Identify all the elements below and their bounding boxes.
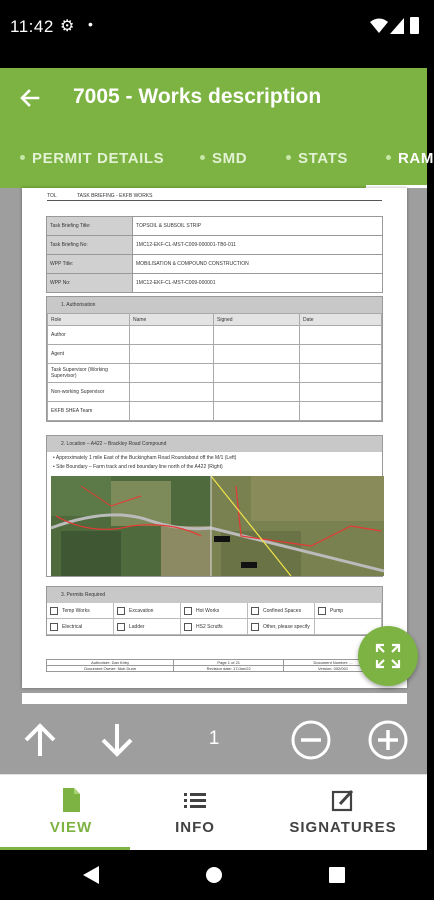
table-cell: Non-working Supervisor: [48, 383, 130, 402]
dot-icon: •: [88, 16, 93, 32]
tab-bar: [0, 128, 434, 188]
page-title: 7005 - Works description: [73, 85, 322, 108]
table-header-row: [48, 314, 382, 326]
checkbox-icon: [50, 623, 58, 631]
table-row: [47, 217, 383, 236]
nav-label: INFO: [175, 819, 215, 836]
status-bar: [0, 0, 427, 68]
zoom-in-icon[interactable]: [368, 720, 408, 760]
tab-bullet-icon: [386, 155, 391, 160]
back-arrow-icon[interactable]: [16, 84, 44, 112]
table-cell: Version: 002/001: [284, 666, 383, 672]
section-heading: 3. Permits Required: [47, 587, 382, 603]
recents-square-icon[interactable]: [329, 865, 345, 885]
document-icon: [61, 787, 81, 813]
authorisation-section: [46, 296, 383, 422]
table-cell: TOPSOIL & SUBSOIL STRIP: [133, 217, 383, 236]
checkbox-icon: [50, 607, 58, 615]
permit-checkbox: Electrical: [47, 619, 114, 635]
tab-permit-details[interactable]: [20, 150, 164, 167]
system-navigation-bar: [0, 850, 427, 900]
tab-bullet-icon: [200, 155, 205, 160]
permit-checkbox: Other, please specify: [248, 619, 315, 635]
permit-checkbox: Excavation: [114, 603, 181, 619]
table-cell: Agent: [48, 345, 130, 364]
table-cell: WPP No:: [47, 274, 133, 293]
task-briefing-table: [46, 216, 383, 293]
aerial-map-image: [51, 476, 384, 576]
table-cell: Page 1 of 21: [174, 660, 284, 666]
nav-view[interactable]: [0, 787, 142, 837]
table-row: [48, 326, 382, 345]
table-row: [47, 666, 383, 672]
doc-header-left: TOL: [47, 193, 57, 199]
doc-header-line: [47, 193, 382, 201]
permit-checkbox: Confined Spaces: [248, 603, 315, 619]
app-bar: [0, 68, 427, 128]
column-header: Date: [300, 314, 382, 326]
permit-checkbox: Pump: [315, 603, 382, 619]
authorisation-table: [47, 313, 382, 421]
tab-label: SMD: [212, 150, 248, 167]
permits-grid: [47, 603, 382, 635]
tab-label: PERMIT DETAILS: [32, 150, 165, 167]
table-row: [47, 236, 383, 255]
document-footer-table: [46, 659, 383, 672]
tab-label: STATS: [298, 150, 348, 167]
list-item: • Site Boundary – Farm track and red boundary line north of the A422 (Right): [53, 464, 223, 470]
checkbox-icon: [184, 607, 192, 615]
table-cell: 1MC12-EKF-CL-MST-C009-000001-TB0-011: [133, 236, 383, 255]
table-cell: MOBILISATION & COMPOUND CONSTRUCTION: [133, 255, 383, 274]
table-cell: Task Briefing Title:: [47, 217, 133, 236]
wifi-icon: [370, 18, 388, 34]
arrow-up-icon[interactable]: [20, 720, 60, 760]
permit-checkbox: Hot Works: [181, 603, 248, 619]
table-cell: Document Owner: Nick Dunn: [47, 666, 174, 672]
zoom-out-icon[interactable]: [291, 720, 331, 760]
nav-signatures[interactable]: [272, 787, 414, 837]
tab-label: RAM: [398, 150, 434, 167]
table-cell: Document Number: ...: [284, 660, 383, 666]
permit-checkbox: Ladder: [114, 619, 181, 635]
home-circle-icon[interactable]: [205, 865, 223, 885]
table-cell: Authoriser: Dan Kirby: [47, 660, 174, 666]
table-row: [48, 383, 382, 402]
table-row: [47, 274, 383, 293]
table-cell: 1MC12-EKF-CL-MST-C009-000001: [133, 274, 383, 293]
table-cell: WPP Title:: [47, 255, 133, 274]
doc-header-right: TASK BRIEFING - EKFB WORKS: [77, 193, 153, 199]
checkbox-icon: [318, 607, 326, 615]
location-bullets: [47, 452, 382, 474]
section-heading: 2. Location – A422 – Brackley Road Compound: [47, 436, 382, 452]
checkbox-icon: [117, 623, 125, 631]
tab-bullet-icon: [286, 155, 291, 160]
page-number: 1: [208, 728, 220, 749]
nav-label: SIGNATURES: [289, 819, 397, 836]
checkbox-icon: [117, 607, 125, 615]
checkbox-icon: [184, 623, 192, 631]
signal-icon: [390, 18, 404, 34]
document-viewer[interactable]: [0, 188, 427, 774]
column-header: Name: [130, 314, 214, 326]
checkbox-icon: [251, 623, 259, 631]
edit-icon: [331, 787, 355, 813]
list-item: • Approximately 1 mile East of the Buckingham Road Roundabout off the M/1 (Left): [53, 455, 237, 461]
location-section: [46, 435, 383, 577]
table-cell: EKFB SHEA Team: [48, 402, 130, 421]
section-heading: 1. Authorisation: [47, 297, 382, 313]
tab-bullet-icon: [20, 155, 25, 160]
fullscreen-icon: [375, 643, 401, 669]
table-cell: Author: [48, 326, 130, 345]
viewer-controls: [0, 704, 427, 774]
bottom-navigation: [0, 774, 427, 850]
nav-info[interactable]: [124, 787, 266, 837]
arrow-down-icon[interactable]: [97, 720, 137, 760]
column-header: Signed: [214, 314, 300, 326]
gear-icon: ⚙: [60, 18, 75, 35]
permits-section: [46, 586, 383, 636]
tab-smd[interactable]: [200, 150, 247, 167]
table-row: [48, 345, 382, 364]
table-row: [48, 364, 382, 383]
table-cell: Revision date: 17/Jan/22: [174, 666, 284, 672]
table-row: [47, 255, 383, 274]
back-triangle-icon[interactable]: [82, 865, 100, 885]
checkbox-icon: [251, 607, 259, 615]
table-cell: Task Supervisor (Working Supervisor): [48, 364, 130, 383]
nav-label: VIEW: [49, 819, 93, 836]
column-header: Role: [48, 314, 130, 326]
document-page: [22, 188, 407, 688]
table-cell: Task Briefing No:: [47, 236, 133, 255]
tab-stats[interactable]: [286, 150, 348, 167]
table-row: [48, 402, 382, 421]
battery-icon: [410, 17, 419, 34]
list-icon: [183, 787, 207, 813]
tab-rams[interactable]: [386, 150, 434, 167]
status-time: 11:42: [10, 17, 54, 36]
permit-checkbox: Temp Works: [47, 603, 114, 619]
permit-checkbox: HS2 Scrutfs: [181, 619, 248, 635]
fullscreen-button[interactable]: [358, 626, 418, 686]
